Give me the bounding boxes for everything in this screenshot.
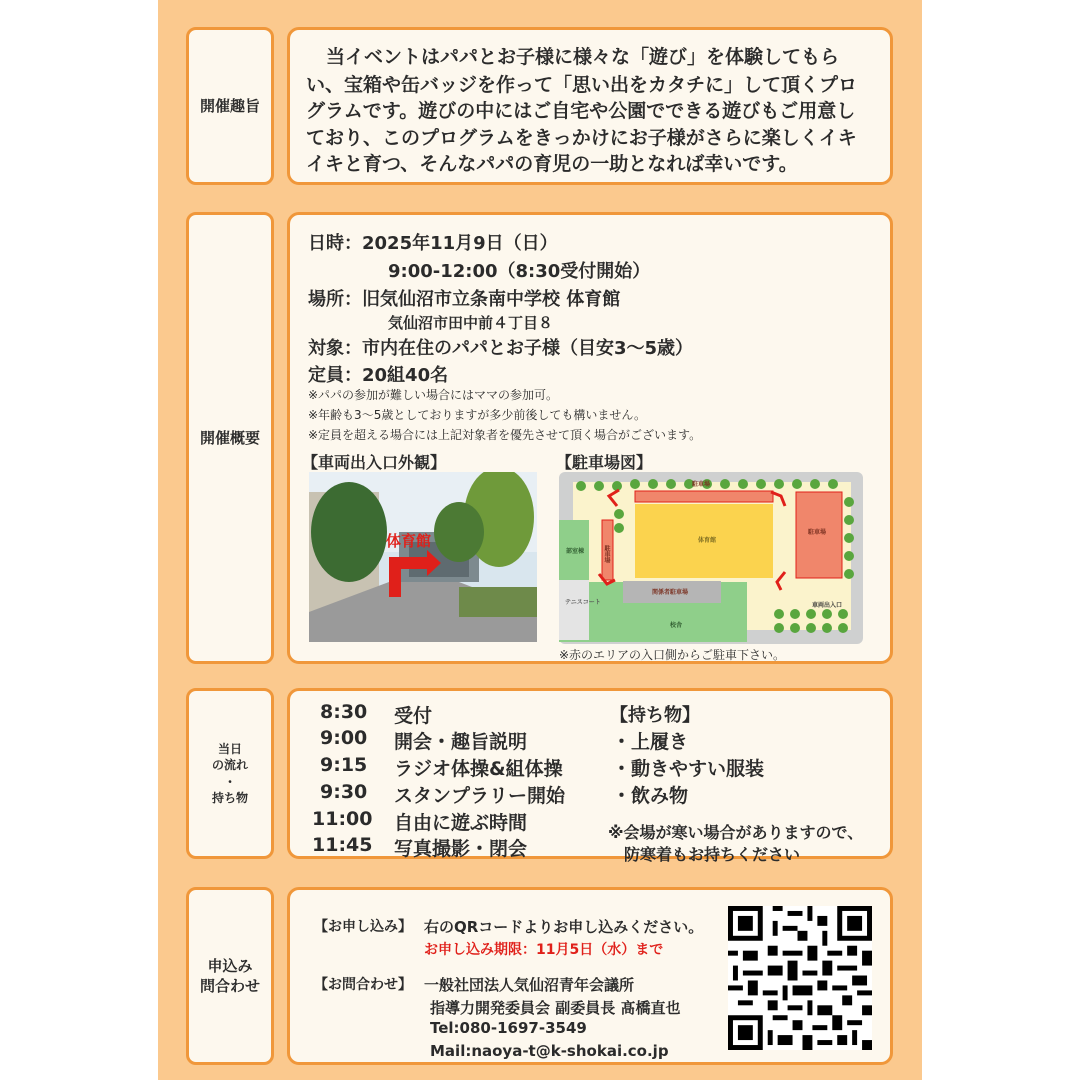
- contact-label: [186, 887, 274, 1065]
- schedule-label-line: ・: [223, 774, 236, 789]
- inquiry-tag: 【お問合わせ】: [314, 977, 412, 993]
- belongings-note: 防寒着もお持ちください: [624, 845, 801, 864]
- map-label-tennis: テニスコート: [565, 599, 601, 606]
- purpose-line: グラムです。遊びの中にはご自宅や公園でできる遊びもご用意し: [306, 100, 856, 122]
- schedule-time: 9:15: [320, 754, 368, 776]
- schedule-label-line: 持ち物: [211, 790, 248, 805]
- contact-box: [287, 887, 893, 1065]
- qr-code-icon[interactable]: [728, 906, 872, 1050]
- contact-label-line: 問合わせ: [199, 977, 260, 995]
- belonging-item: ・飲み物: [612, 785, 689, 807]
- event-venue: 場所：旧気仙沼市立条南中学校 体育館: [308, 289, 621, 310]
- contact-person: 指導力開発委員会 副委員長 髙橋直也: [430, 999, 681, 1017]
- schedule-label-line: の流れ: [211, 758, 248, 773]
- purpose-box: [287, 27, 893, 185]
- overview-label: [186, 212, 274, 664]
- map-label-gym: 体育館: [698, 537, 717, 544]
- schedule-event: スタンプラリー開始: [394, 785, 566, 807]
- map-label-bldg: 部室棟: [566, 548, 585, 555]
- event-address: 気仙沼市田中前４丁目８: [388, 314, 554, 332]
- schedule-event: 自由に遊ぶ時間: [394, 812, 528, 834]
- belonging-item: ・動きやすい服装: [612, 758, 765, 780]
- purpose-line: 当イベントはパパとお子様に様々な「遊び」を体験してもら: [326, 46, 840, 68]
- apply-text: 右のQRコードよりお申し込みください。: [424, 918, 704, 936]
- event-target: 対象：市内在住のパパとお子様（目安3～5歳）: [308, 338, 694, 359]
- apply-tag: 【お申し込み】: [314, 919, 412, 935]
- map-label-parking-staff: 関係者駐車場: [652, 589, 689, 596]
- schedule-time: 11:45: [312, 834, 373, 856]
- map-label-school: 校舎: [670, 622, 683, 629]
- contact-org: 一般社団法人気仙沼青年会議所: [424, 976, 635, 994]
- event-capacity: 定員：20組40名: [308, 365, 449, 386]
- schedule-time: 9:00: [320, 727, 368, 749]
- schedule-event: 開会・趣旨説明: [394, 731, 528, 753]
- map-label-entrance: 車両出入口: [812, 602, 843, 609]
- schedule-event: ラジオ体操&組体操: [394, 758, 563, 780]
- apply-deadline: お申し込み期限：11月5日（水）まで: [424, 942, 664, 958]
- schedule-label: [186, 688, 274, 859]
- schedule-time: 9:30: [320, 781, 368, 803]
- schedule-label-line: 当日: [217, 742, 242, 757]
- contact-mail: Mail:naoya-t@k-shokai.co.jp: [430, 1042, 669, 1060]
- purpose-label: [186, 27, 274, 185]
- purpose-line: ており、このプログラムをきっかけにお子様がさらに楽しくイキ: [306, 127, 857, 149]
- overview-box: [287, 212, 893, 664]
- schedule-box: [287, 688, 893, 864]
- purpose-line: イキと育つ、そんなパパの育児の一助となれば幸いです。: [306, 153, 798, 175]
- schedule-time: 11:00: [312, 808, 373, 830]
- photo-title: 【車両出入口外観】: [302, 453, 447, 472]
- entrance-photo: [309, 472, 537, 642]
- map-label-parking-left: 駐車場: [603, 545, 610, 563]
- contact-label-line: 申込み: [207, 956, 253, 975]
- photo-sign: 体育館: [386, 532, 432, 550]
- note-line: ※年齢も3～5歳としておりますが多少前後しても構いません。: [308, 408, 647, 422]
- map-label-parking-right: 駐車場: [808, 529, 827, 536]
- map-label-parking-top: 駐車場: [692, 481, 711, 488]
- schedule-time: 8:30: [320, 701, 368, 723]
- contact-tel: Tel:080-1697-3549: [430, 1019, 587, 1037]
- overview-label-text: 開催概要: [199, 428, 260, 447]
- belonging-item: ・上履き: [612, 731, 689, 753]
- note-line: ※パパの参加が難しい場合にはママの参加可。: [308, 388, 559, 402]
- event-date: 日時：2025年11月9日（日）: [308, 233, 558, 254]
- event-time: 9:00-12:00（8:30受付開始）: [388, 261, 651, 282]
- schedule-event: 写真撮影・閉会: [394, 838, 528, 860]
- purpose-line: い、宝箱や缶バッジを作って「思い出をカタチに」して頂くプロ: [306, 74, 858, 96]
- schedule-event: 受付: [394, 705, 433, 727]
- map-note: ※赤のエリアの入口側からご駐車下さい。: [559, 648, 786, 662]
- belongings-title: 【持ち物】: [610, 705, 700, 726]
- belongings-note: ※会場が寒い場合がありますので、: [608, 823, 864, 842]
- purpose-label-text: 開催趣旨: [199, 96, 260, 115]
- map-title: 【駐車場図】: [556, 453, 653, 472]
- note-line: ※定員を超える場合には上記対象者を優先させて頂く場合がございます。: [308, 428, 702, 442]
